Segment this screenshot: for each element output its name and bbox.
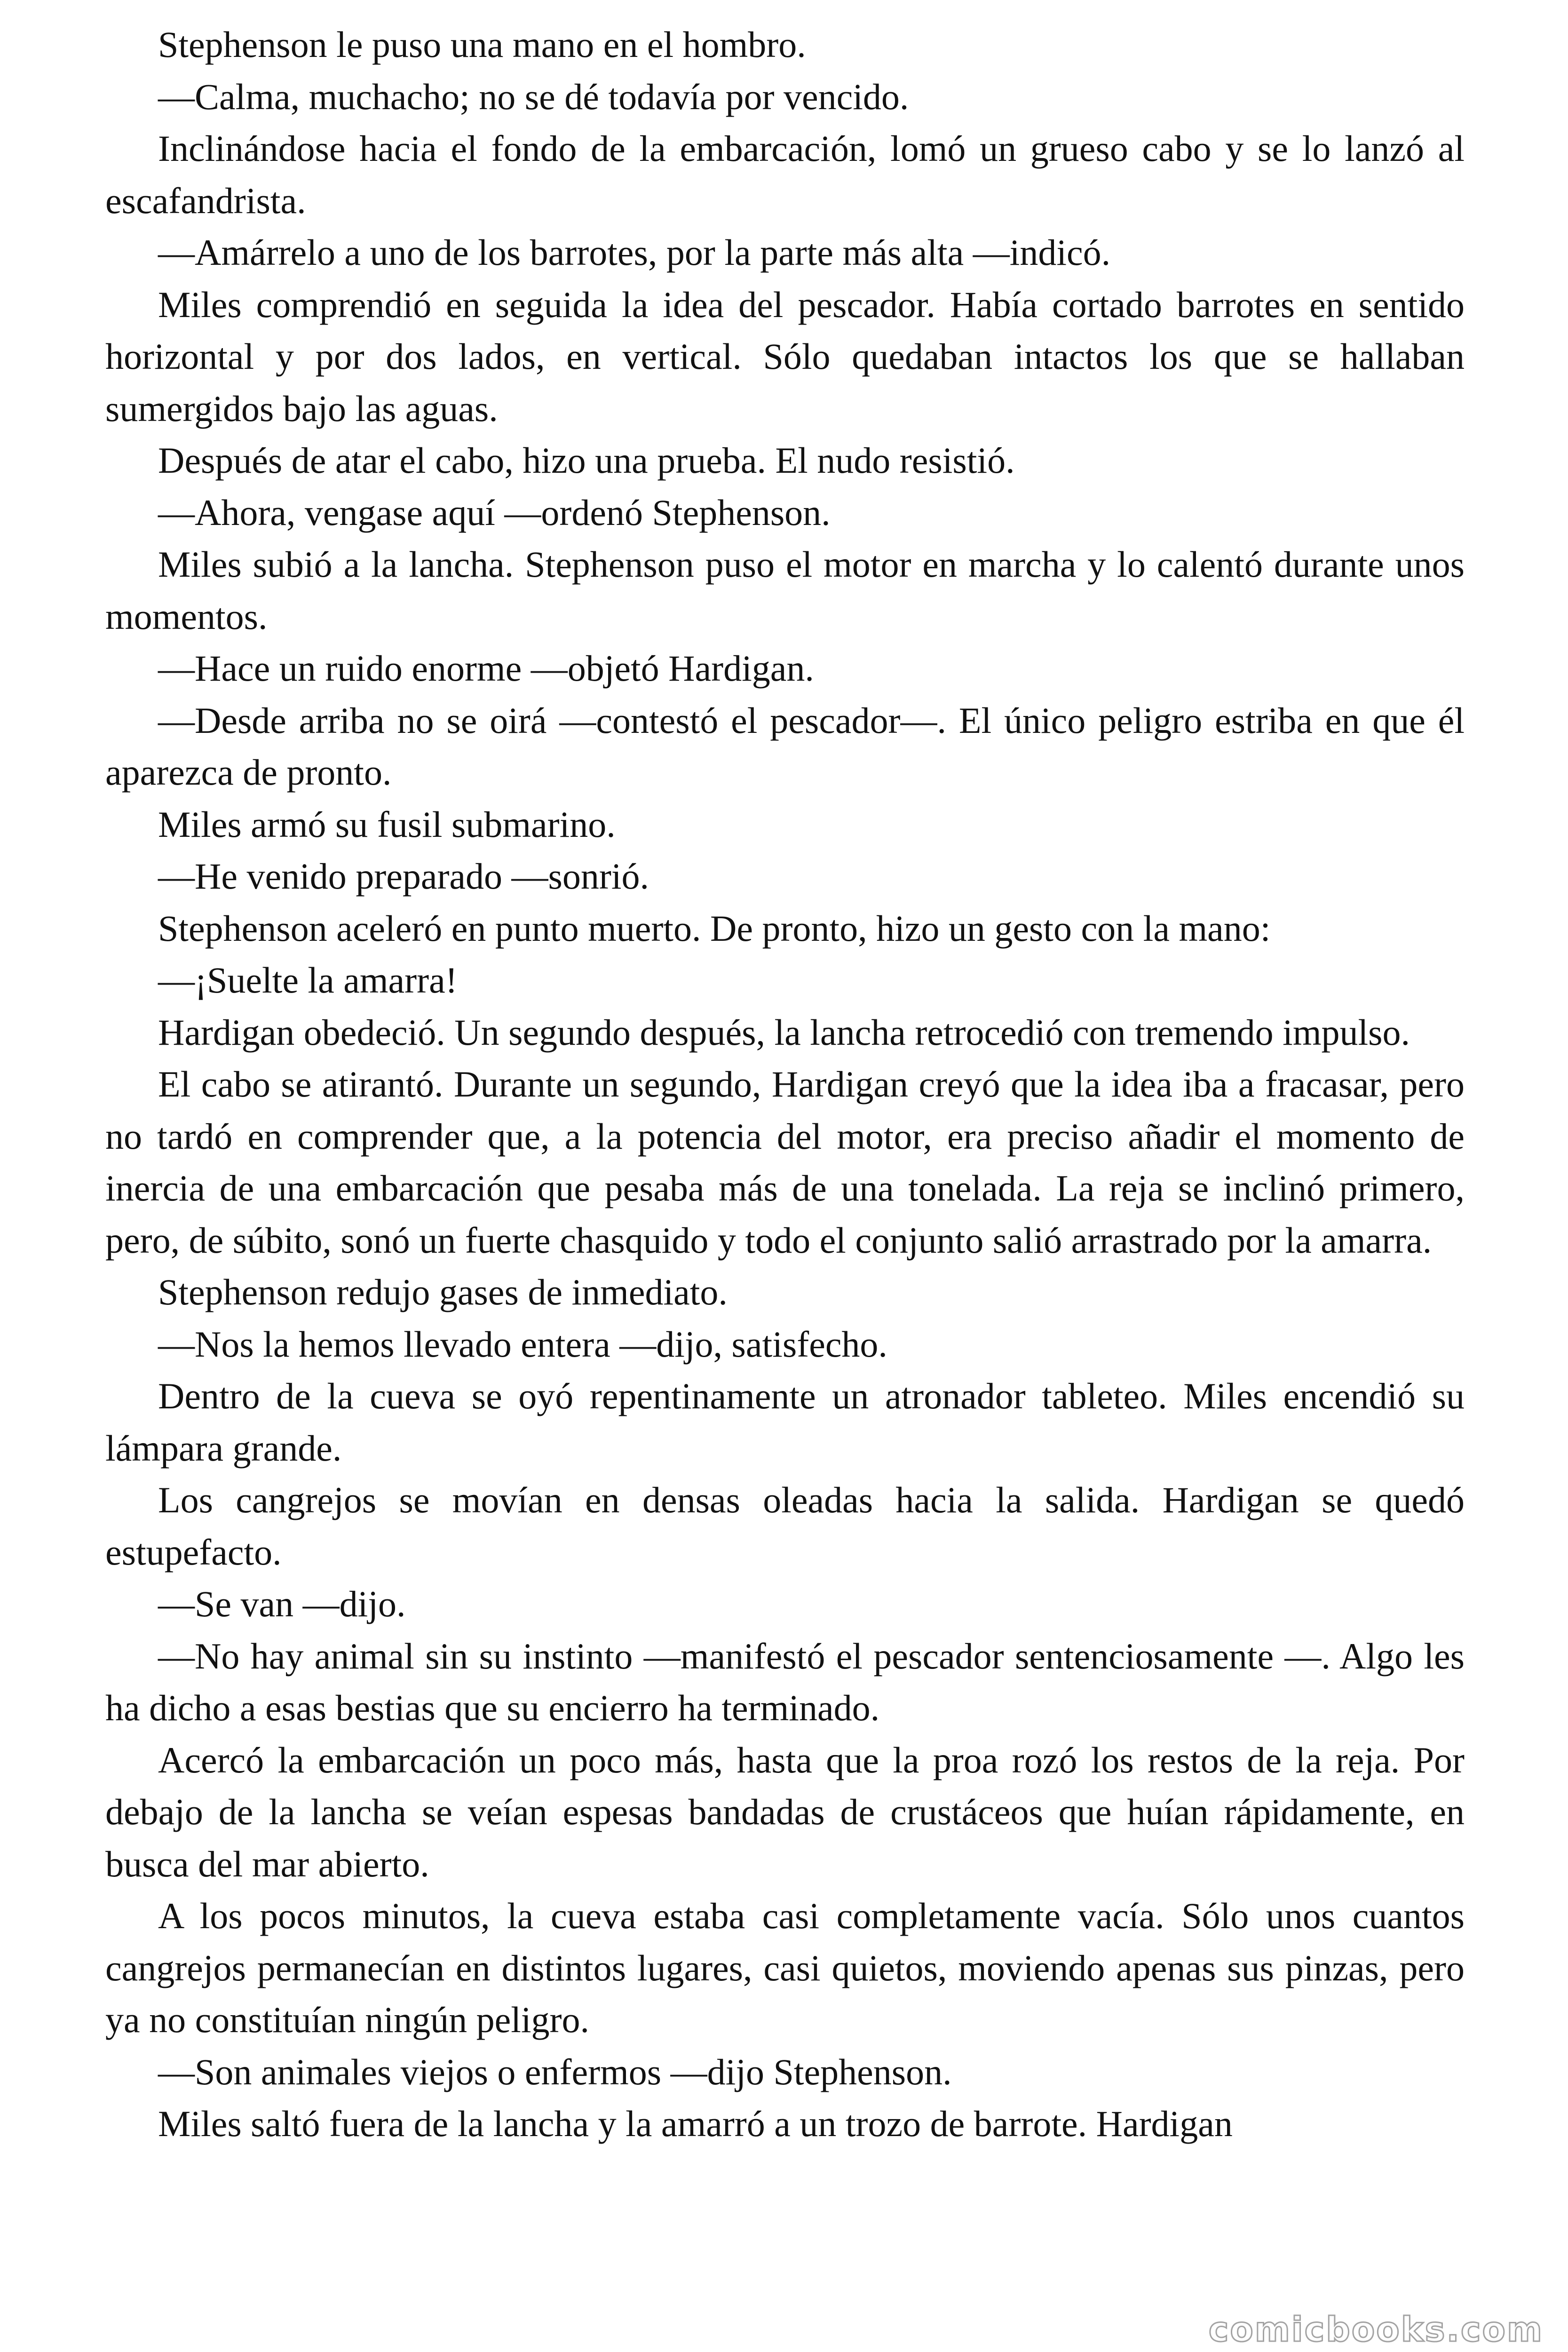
paragraph: Miles armó su fusil submarino.: [158, 803, 616, 845]
paragraph: Acercó la embarcación un poco más, hasta que la proa rozó los restos de la reja. Por debajo de la lancha se veían espesas bandadas de crustáceos que huían rápidamente, en busca del mar abierto.: [105, 1739, 1465, 1884]
paragraph: —Calma, muchacho; no se dé todavía por vencido.: [158, 76, 909, 117]
paragraph: —Ahora, vengase aquí —ordenó Stephenson.: [158, 492, 831, 533]
book-page-text: [105, 19, 1465, 2150]
paragraph: —Nos la hemos llevado entera —dijo, satisfecho.: [158, 1323, 887, 1365]
paragraph: —Amárrelo a uno de los barrotes, por la parte más alta —indicó.: [158, 232, 1111, 273]
paragraph: Miles comprendió en seguida la idea del pescador. Había cortado barrotes en sentido horizontal y por dos lados, en vertical. Sólo quedaban intactos los que se hallaban sumergidos bajo las aguas.: [105, 284, 1465, 429]
paragraph: —No hay animal sin su instinto —manifestó el pescador sentenciosamente —. Algo les ha dicho a esas bestias que su encierro ha terminado.: [105, 1635, 1465, 1728]
paragraph: El cabo se atirantó. Durante un segundo, Hardigan creyó que la idea iba a fracasar, pero no tardó en comprender que, a la potencia del motor, era preciso añadir el momento de inercia de una embarcación que pesaba más de una tonelada. La reja se inclinó primero, pero, de súbito, sonó un fuerte chasquido y todo el conjunto salió arrastrado por la amarra.: [105, 1064, 1465, 1261]
paragraph: —Hace un ruido enorme —objetó Hardigan.: [158, 648, 814, 689]
paragraph: —Se van —dijo.: [158, 1583, 406, 1624]
paragraph: Los cangrejos se movían en densas oleadas hacia la salida. Hardigan se quedó estupefacto.: [105, 1479, 1465, 1573]
paragraph: Dentro de la cueva se oyó repentinamente un atronador tableteo. Miles encendió su lámpara grande.: [105, 1375, 1465, 1469]
paragraph: Después de atar el cabo, hizo una prueba. El nudo resistió.: [158, 440, 1015, 481]
paragraph: Stephenson aceleró en punto muerto. De pronto, hizo un gesto con la mano:: [158, 907, 1271, 949]
paragraph: Hardigan obedeció. Un segundo después, la lancha retrocedió con tremendo impulso.: [158, 1011, 1410, 1053]
paragraph: —Son animales viejos o enfermos —dijo Stephenson.: [158, 2051, 952, 2092]
paragraph: —¡Suelte la amarra!: [158, 960, 458, 1001]
paragraph: Miles saltó fuera de la lancha y la amarró a un trozo de barrote. Hardigan: [158, 2103, 1233, 2144]
paragraph: —He venido preparado —sonrió.: [158, 856, 649, 897]
paragraph: Stephenson redujo gases de inmediato.: [158, 1271, 728, 1312]
paragraph: —Desde arriba no se oirá —contestó el pescador—. El único peligro estriba en que él aparezca de pronto.: [105, 699, 1465, 793]
paragraph: Stephenson le puso una mano en el hombro.: [158, 24, 806, 65]
paragraph: Miles subió a la lancha. Stephenson puso el motor en marcha y lo calentó durante unos momentos.: [105, 544, 1465, 637]
watermark-logo: comicbooks.com: [1208, 2310, 1544, 2349]
paragraph: A los pocos minutos, la cueva estaba casi completamente vacía. Sólo unos cuantos cangrejos permanecían en distintos lugares, casi quietos, moviendo apenas sus pinzas, pero ya no constituían ningún peligro.: [105, 1895, 1465, 2040]
paragraph: Inclinándose hacia el fondo de la embarcación, lomó un grueso cabo y se lo lanzó al escafandrista.: [105, 128, 1465, 221]
